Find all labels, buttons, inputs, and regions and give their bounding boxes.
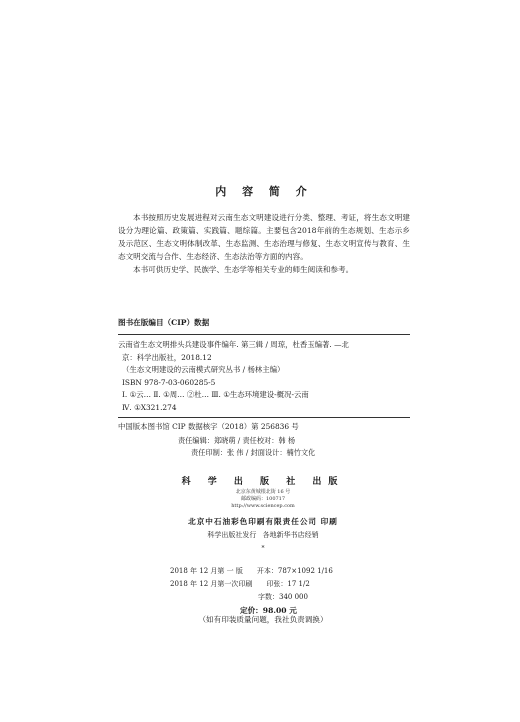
editorial-staff <box>178 435 315 459</box>
cip-title: 图书在版编目（CIP）数据 <box>118 318 210 327</box>
distribution-info: 科学出版社发行 各地新华书店经销 <box>207 531 319 539</box>
staff-production: 责任印制：张 伟 / 封面设计：楠竹文化 <box>191 448 316 457</box>
cip-block <box>118 317 410 433</box>
price: 定价：98.00 元 <box>240 606 297 615</box>
staff-editors: 责任编辑：郑晓萌 / 责任校对：韩 杨 <box>178 436 296 445</box>
publisher-address: 北京东黄城根北街 16 号 <box>235 489 291 495</box>
summary-title: 内 容 简 介 <box>215 185 313 198</box>
printing-date: 2018 年 12 月第一次印刷 <box>170 580 253 588</box>
summary-paragraph: 本书可供历史学、民族学、生态学等相关专业的师生阅读和参考。 <box>133 265 354 274</box>
publisher-website: http://www.sciencep.com <box>231 503 295 509</box>
printing-info <box>170 565 333 617</box>
printing-row <box>170 578 333 591</box>
publisher-block <box>140 475 386 555</box>
format-size: 开本：787×1092 1/16 <box>256 567 333 575</box>
word-count: 字数：340 000 <box>258 593 308 601</box>
cip-body <box>118 335 410 417</box>
cip-line: 京：科学出版社，2018.12 <box>122 352 212 362</box>
cip-line: 云南省生态文明排头兵建设事件编年. 第三辑 / 周琼，杜香玉编著. —北 <box>118 340 349 349</box>
cip-line: ISBN 978-7-03-060285-5 <box>122 377 216 387</box>
quality-notice: （如有印装质量问题，我社负责调换） <box>198 615 328 624</box>
publisher-name: 科 学 出 版 社 出版 <box>181 477 345 487</box>
cip-line: Ⅳ. ①X321.274 <box>122 402 177 412</box>
publisher-postcode: 邮政编码：100717 <box>240 496 286 502</box>
printer-name: 北京中石油彩色印刷有限责任公司 印刷 <box>188 517 338 526</box>
sheet-count: 印张：17 1/2 <box>266 580 310 588</box>
cip-line: （生态文明建设的云南模式研究丛书 / 杨林主编） <box>122 365 285 374</box>
edition-date: 2018 年 12 月第 一 版 <box>170 567 243 575</box>
star-divider: * <box>261 545 265 552</box>
content-summary <box>118 183 410 276</box>
summary-paragraph: 本书按照历史发展进程对云南生态文明建设进行分类、整理、考证，将生态文明建设分为理论篇、政策篇、实践篇、题综篇。主要包含2018年前的生态规划、生态示乡及示范区、生态文明体制改革、生态监测、生态治理与修复、生态文明宣传与教育、生态文明交流与合作、生态经济、生态法治等方面的内容。 <box>118 213 410 261</box>
cip-approval-number: 中国版本图书馆 CIP 数据核字（2018）第 256836 号 <box>118 422 299 431</box>
cip-line: Ⅰ. ①云… Ⅱ. ①周… ②杜… Ⅲ. ①生态环境建设-概况-云南 <box>122 390 309 399</box>
edition-row <box>170 565 333 578</box>
